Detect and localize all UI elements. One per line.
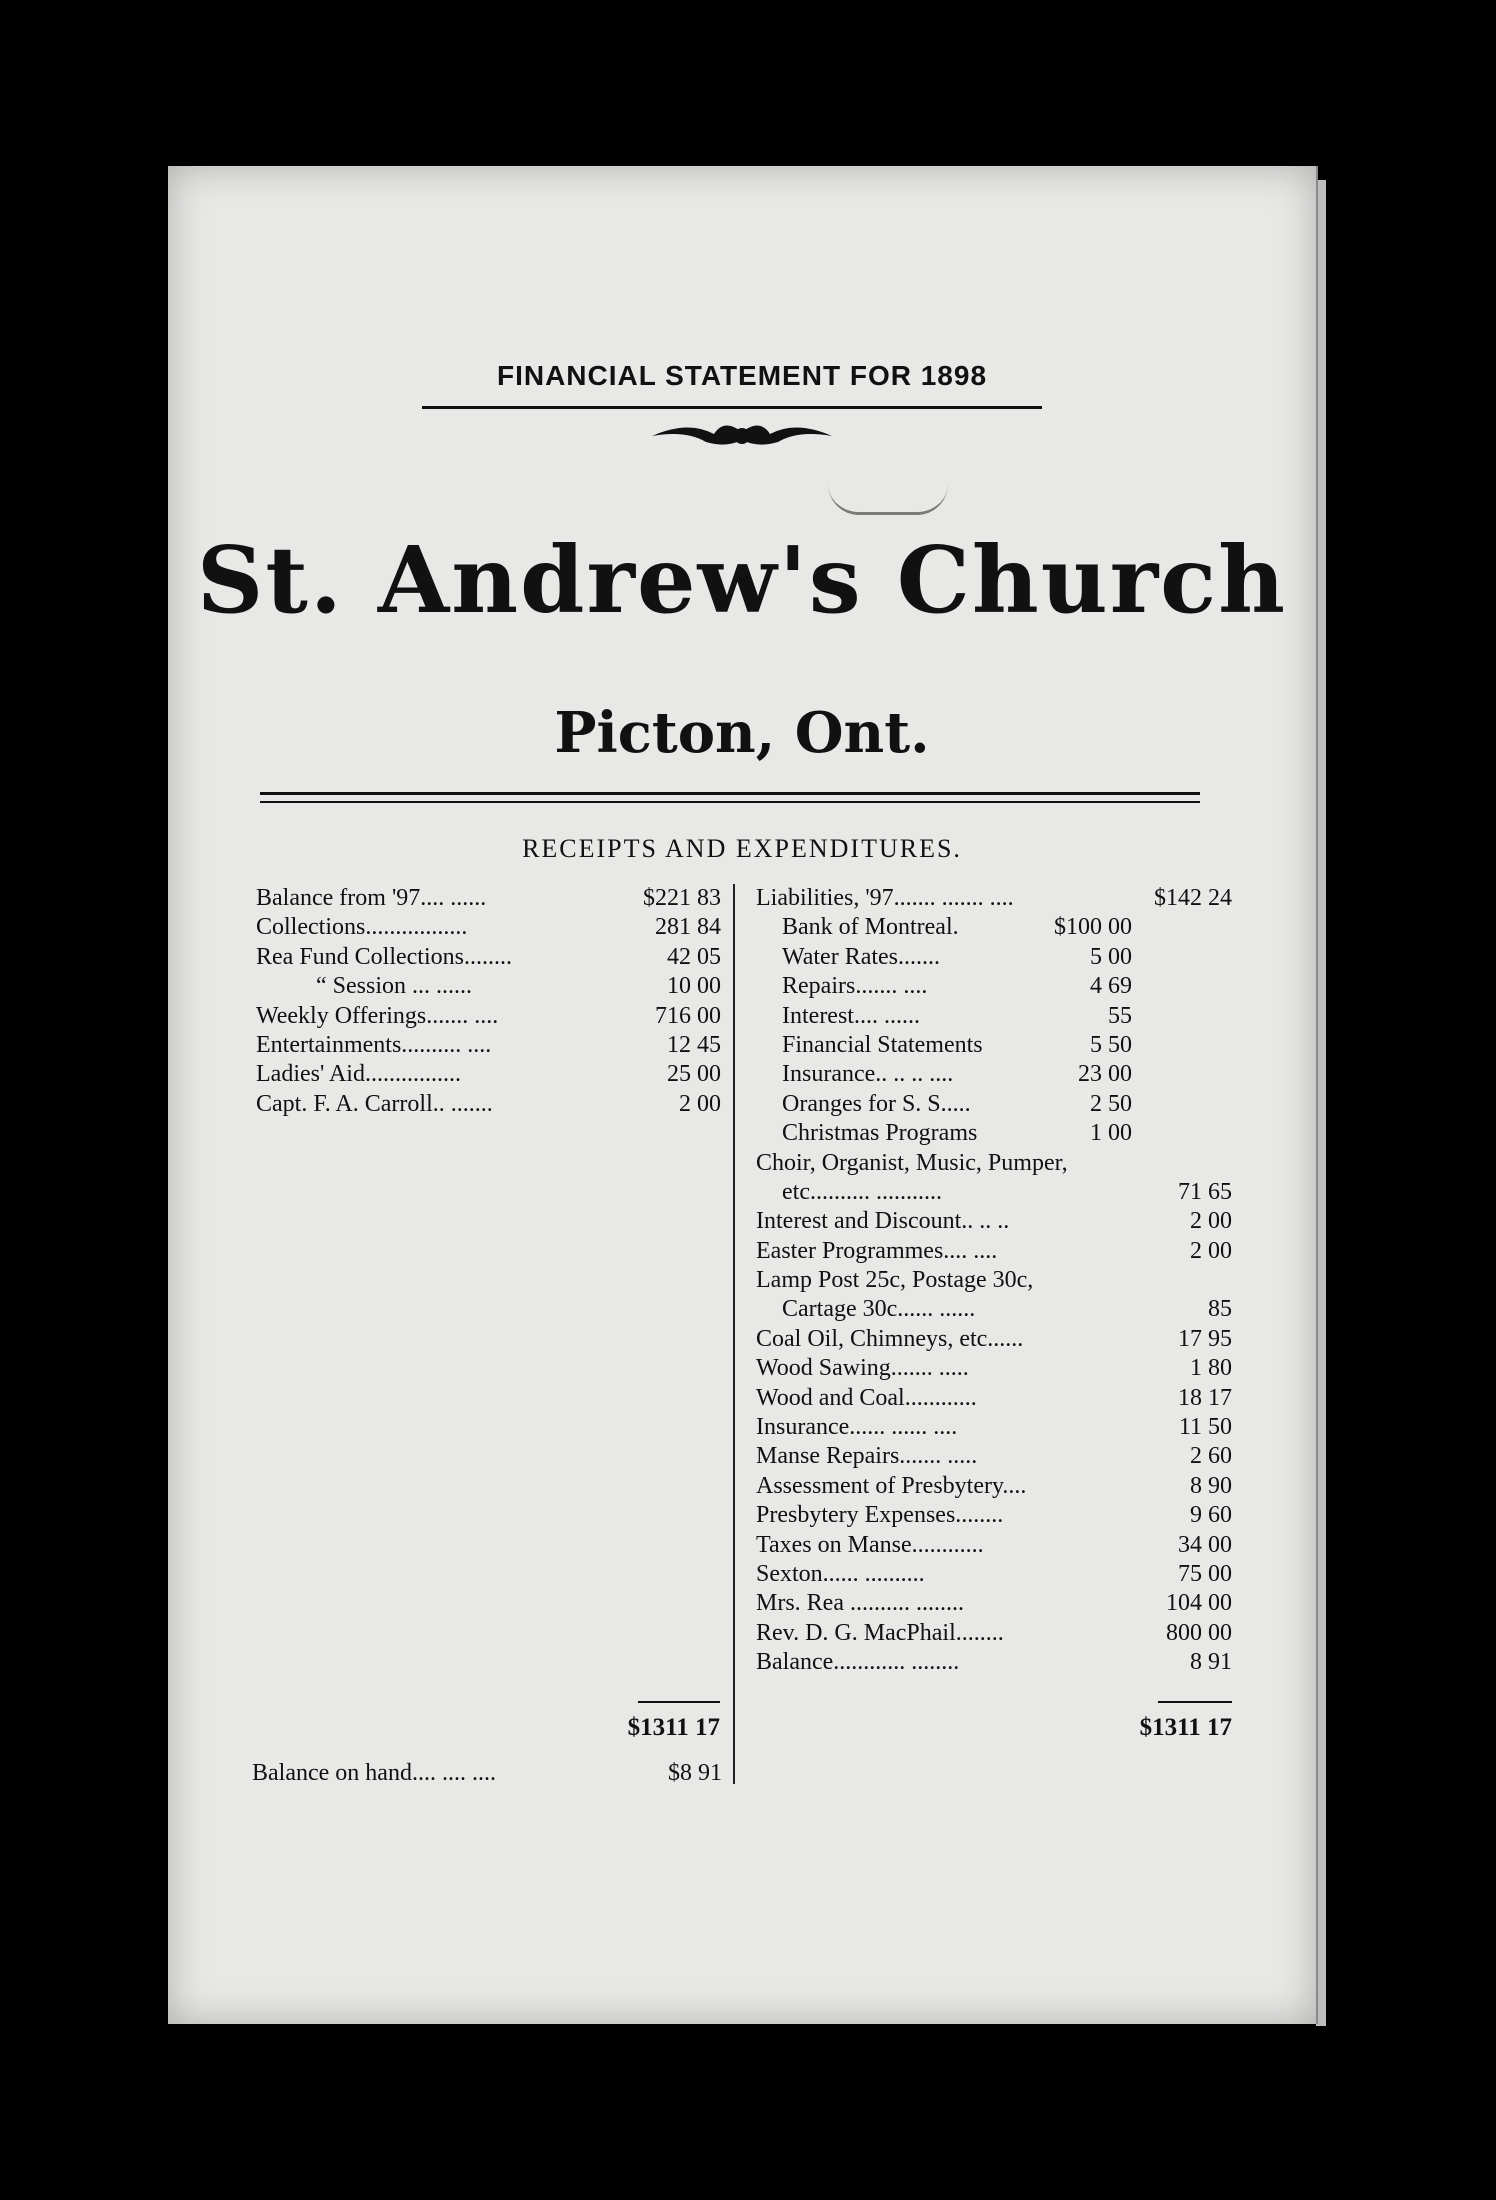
expenditures-total: $1311 17 xyxy=(1139,1714,1232,1741)
line-item-label: Bank of Montreal. xyxy=(782,914,959,941)
statement-title: FINANCIAL STATEMENT FOR 1898 xyxy=(496,360,988,391)
receipt-row xyxy=(256,1090,721,1119)
line-item-amount: 34 00 xyxy=(1178,1531,1232,1558)
line-item-label: Water Rates....... xyxy=(782,943,941,970)
line-item-label: Insurance...... ...... .... xyxy=(756,1414,958,1441)
expenditure-row xyxy=(756,884,1232,913)
line-item-amount: 2 00 xyxy=(679,1090,721,1117)
line-item-label: Presbytery Expenses........ xyxy=(756,1502,1004,1529)
expenditure-row xyxy=(756,1648,1232,1677)
church-name: St. Andrew's Church xyxy=(196,526,1288,634)
expenditures-total-rule xyxy=(1158,1701,1232,1703)
line-item-amount: 18 17 xyxy=(1178,1384,1232,1411)
line-item-subamount: $100 00 xyxy=(1054,914,1132,941)
line-item-amount: 25 00 xyxy=(667,1061,721,1088)
line-item-amount: 2 00 xyxy=(1190,1208,1232,1235)
receipt-row xyxy=(256,913,721,942)
line-item-amount: 11 50 xyxy=(1178,1414,1232,1441)
line-item-label: Coal Oil, Chimneys, etc...... xyxy=(756,1325,1024,1352)
balance-on-hand-label: Balance on hand.... .... .... xyxy=(252,1760,496,1786)
balance-on-hand-amount: $8 91 xyxy=(668,1760,722,1786)
expenditure-row xyxy=(756,1413,1232,1442)
line-item-amount: 8 91 xyxy=(1190,1649,1232,1676)
column-divider xyxy=(733,884,735,1784)
line-item-label: Liabilities, '97....... ....... .... xyxy=(756,885,1014,911)
expenditure-row xyxy=(756,913,1232,942)
line-item-amount: 2 60 xyxy=(1190,1443,1232,1470)
line-item-label: etc.......... ........... xyxy=(782,1178,942,1205)
receipt-row xyxy=(256,884,721,913)
line-item-label: Christmas Programs xyxy=(782,1120,978,1147)
line-item-label: Sexton...... .......... xyxy=(756,1560,925,1587)
ink-mark xyxy=(828,484,948,515)
line-item-label: Lamp Post 25c, Postage 30c, xyxy=(756,1267,1034,1294)
line-item-amount: 17 95 xyxy=(1178,1325,1232,1352)
line-item-subamount: 2 50 xyxy=(1090,1090,1132,1117)
ornament-icon xyxy=(648,414,836,454)
expenditure-row xyxy=(756,1501,1232,1530)
expenditure-row xyxy=(756,1090,1232,1119)
document-page xyxy=(168,166,1318,2024)
expenditure-row xyxy=(756,1119,1232,1148)
line-item-label: Repairs....... .... xyxy=(782,973,928,1000)
line-item-label: Capt. F. A. Carroll.. ....... xyxy=(256,1090,493,1117)
place-name: Picton, Ont. xyxy=(554,700,930,766)
line-item-amount: 85 xyxy=(1208,1296,1232,1323)
expenditure-row xyxy=(756,1589,1232,1618)
line-item-label: Ladies' Aid................ xyxy=(256,1061,461,1088)
expenditure-row xyxy=(756,1560,1232,1589)
line-item-label: Interest.... ...... xyxy=(782,1002,920,1029)
expenditure-row xyxy=(756,972,1232,1001)
expenditure-row xyxy=(756,1354,1232,1383)
line-item-amount: 42 05 xyxy=(667,943,721,970)
line-item-label: Financial Statements xyxy=(782,1031,983,1058)
line-item-label: Mrs. Rea .......... ........ xyxy=(756,1590,964,1617)
line-item-amount: 75 00 xyxy=(1178,1560,1232,1587)
double-rule xyxy=(260,792,1200,803)
balance-on-hand xyxy=(252,1760,722,1787)
expenditure-row xyxy=(756,1472,1232,1501)
expenditure-row xyxy=(756,1325,1232,1354)
line-item-label: Assessment of Presbytery.... xyxy=(756,1472,1027,1499)
line-item-amount: 10 00 xyxy=(667,973,721,1000)
receipt-row xyxy=(256,1060,721,1089)
receipt-row xyxy=(256,943,721,972)
expenditure-row xyxy=(756,1002,1232,1031)
line-item-label: Insurance.. .. .. .... xyxy=(782,1061,954,1088)
expenditure-row xyxy=(756,1442,1232,1471)
line-item-amount: $221 83 xyxy=(643,885,721,911)
line-item-label: Balance............ ........ xyxy=(756,1649,960,1676)
expenditure-row xyxy=(756,1531,1232,1560)
heading-rule xyxy=(422,406,1042,409)
line-item-label: Choir, Organist, Music, Pumper, xyxy=(756,1149,1068,1176)
line-item-amount: 104 00 xyxy=(1166,1590,1232,1617)
line-item-label: Weekly Offerings....... .... xyxy=(256,1002,499,1029)
line-item-amount: 9 60 xyxy=(1190,1502,1232,1529)
line-item-subamount: 55 xyxy=(1108,1002,1132,1029)
line-item-amount: 71 65 xyxy=(1178,1178,1232,1205)
line-item-label: Interest and Discount.. .. .. xyxy=(756,1208,1010,1235)
receipt-row xyxy=(256,972,721,1001)
line-item-subamount: 1 00 xyxy=(1090,1120,1132,1147)
expenditure-row xyxy=(756,1295,1232,1324)
expenditure-row xyxy=(756,1149,1232,1178)
expenditure-row xyxy=(756,943,1232,972)
expenditure-row xyxy=(756,1207,1232,1236)
expenditure-row xyxy=(756,1178,1232,1207)
line-item-subamount: 23 00 xyxy=(1078,1061,1132,1088)
expenditure-row xyxy=(756,1060,1232,1089)
receipts-total-rule xyxy=(638,1701,720,1703)
expenditures-column xyxy=(756,884,1232,1678)
line-item-subamount: 5 00 xyxy=(1090,943,1132,970)
line-item-label: Wood Sawing....... ..... xyxy=(756,1355,969,1382)
line-item-label: Oranges for S. S..... xyxy=(782,1090,971,1117)
expenditure-row xyxy=(756,1266,1232,1295)
line-item-amount: 800 00 xyxy=(1166,1619,1232,1646)
line-item-label: Taxes on Manse............ xyxy=(756,1531,984,1558)
line-item-amount: $142 24 xyxy=(1154,885,1232,911)
receipt-row xyxy=(256,1002,721,1031)
line-item-label: Easter Programmes.... .... xyxy=(756,1237,998,1264)
line-item-amount: 8 90 xyxy=(1190,1472,1232,1499)
line-item-label: Balance from '97.... ...... xyxy=(256,885,487,911)
line-item-label: Entertainments.......... .... xyxy=(256,1031,492,1058)
line-item-label: Cartage 30c...... ...... xyxy=(782,1296,976,1323)
line-item-label: “ Session ... ...... xyxy=(316,973,472,1000)
expenditure-row xyxy=(756,1031,1232,1060)
line-item-label: Wood and Coal............ xyxy=(756,1384,977,1411)
line-item-amount: 716 00 xyxy=(655,1002,721,1029)
section-title: RECEIPTS AND EXPENDITURES. xyxy=(522,834,962,863)
expenditure-row xyxy=(756,1619,1232,1648)
expenditure-row xyxy=(756,1237,1232,1266)
line-item-amount: 281 84 xyxy=(655,914,721,941)
expenditure-row xyxy=(756,1384,1232,1413)
line-item-label: Manse Repairs....... ..... xyxy=(756,1443,978,1470)
receipts-column xyxy=(256,884,721,1119)
line-item-label: Rev. D. G. MacPhail........ xyxy=(756,1619,1004,1646)
receipts-total: $1311 17 xyxy=(627,1714,720,1741)
line-item-subamount: 5 50 xyxy=(1090,1031,1132,1058)
receipt-row xyxy=(256,1031,721,1060)
line-item-subamount: 4 69 xyxy=(1090,973,1132,1000)
line-item-amount: 1 80 xyxy=(1190,1355,1232,1382)
line-item-label: Collections................. xyxy=(256,914,468,941)
line-item-amount: 12 45 xyxy=(667,1031,721,1058)
line-item-amount: 2 00 xyxy=(1190,1237,1232,1264)
line-item-label: Rea Fund Collections........ xyxy=(256,943,512,970)
